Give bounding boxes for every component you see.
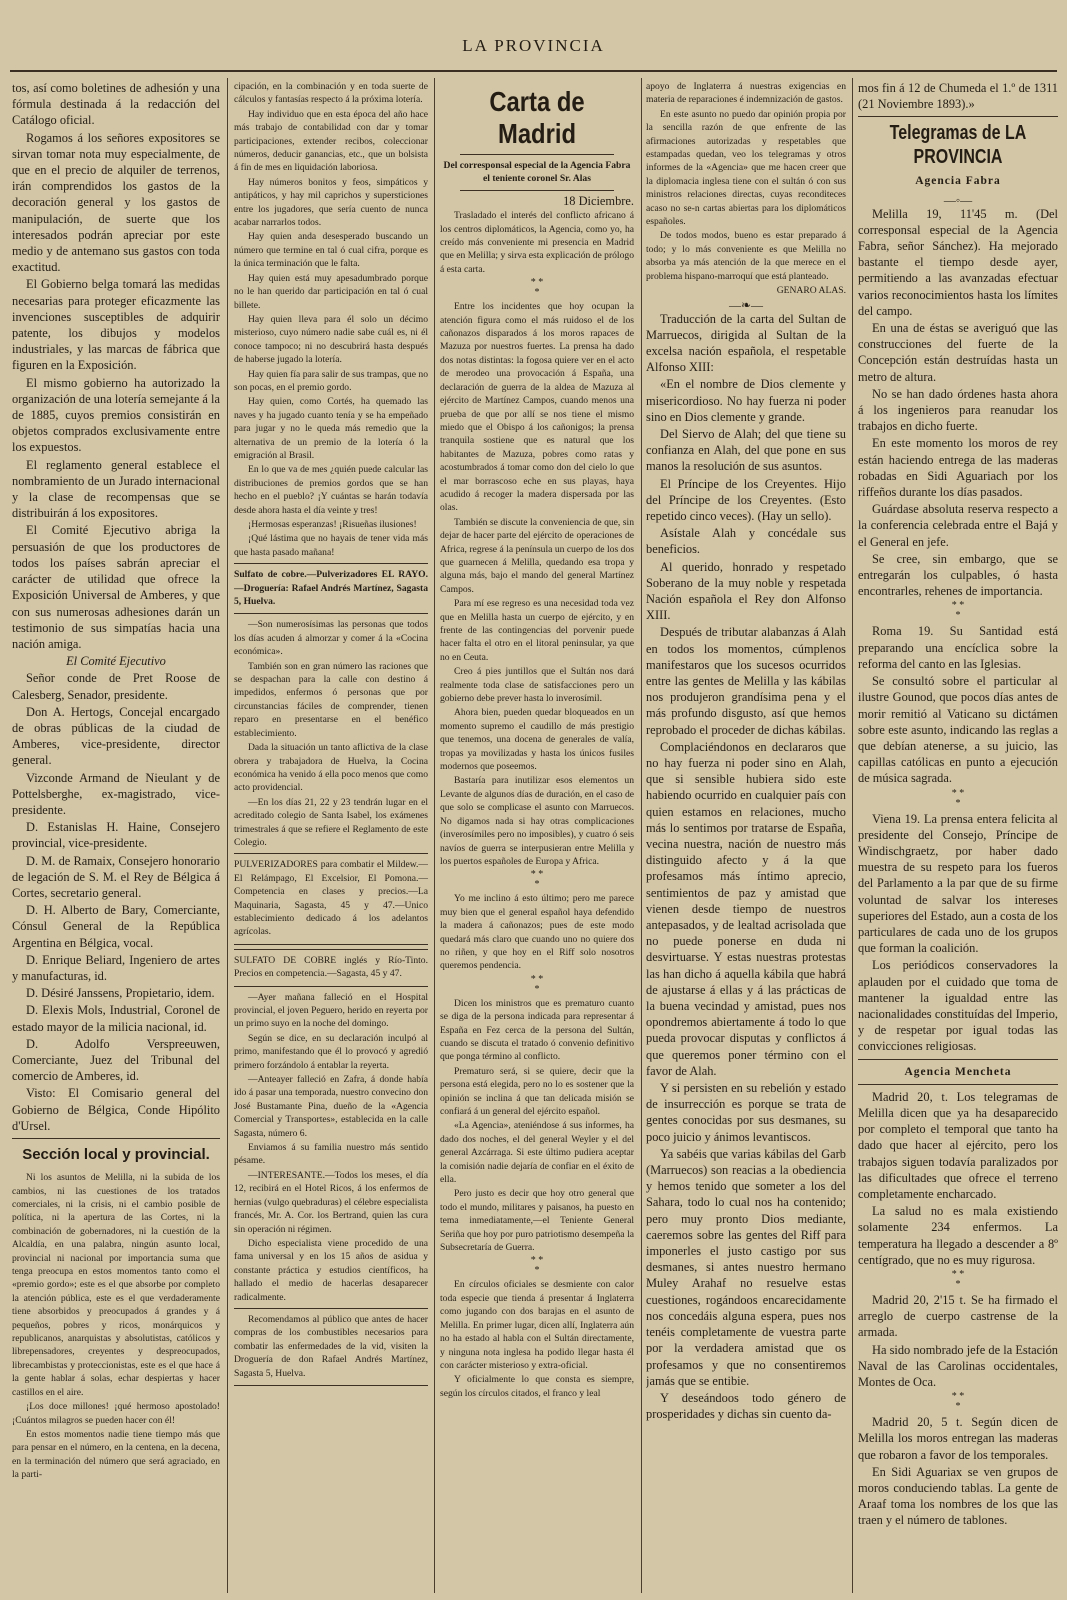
paragraph: Para mí ese regreso es una necesidad toda vez que en Melilla hasta un cuerpo de ejército, y en frente de las contingencias del porvenir puede hacer falta el otro en el litoral peninsular, ya que no en Ceuta. [440,598,634,663]
divider [858,1059,1058,1060]
ad-text: PULVERIZADORES para combatir el Mildew.—El Relámpago, El Excelsior, El Pomona.—Competencia en clases y precios.—La Maquinaria, Sagasta, 45 y 47.—Unico establecimiento dedicado á los adelantos agrícolas. [234,859,428,938]
agency-heading: Agencia Mencheta [904,1065,1012,1078]
column-divider [434,78,435,1593]
column-2 [234,80,428,1592]
paragraph: Hay individuo que en esta época del año hace más trabajo de contabilidad con dar y tomar participaciones, extender recibos, coleccionar números, deducir ganancias, etc., que un bolsista á fin de mes en liquidación laboriosa. [234,108,428,174]
paragraph: Hay quien está muy apesadumbrado porque no le han querido dar participación en tal ó cual billete. [234,272,428,311]
paragraph: Y deseándoos todo género de prosperidades y dichas sin cuento da- [646,1390,846,1422]
paragraph: Y oficialmente lo que consta es siempre, según los círculos citados, el franco y leal [440,1374,634,1399]
paragraph: Rogamos á los señores expositores se sirvan tomar nota muy especialmente, de que en el precio de alquiler de terrenos, irán comprendidos los gastos de la decoración general y los gastos de manipulación, de suerte que los interesados podrán apreciar por este medio y de antemano sus gastos con toda exactitud. [12,130,220,275]
member: D. Enrique Beliard, Ingeniero de artes y manufacturas, id. [12,952,220,983]
ad-text: SULFATO DE COBRE inglés y Río-Tinto. Precios en competencia.—Sagasta, 45 y 47. [234,954,428,980]
paragraph: Pero justo es decir que hoy otro general que todo el mundo, militares y paisanos, ha puesto en tema inmediatamente,—el Teniente General Seriña que hoy por puro patriotismo desempeña la Subsecretaría de Guerra. [440,1188,634,1254]
column-divider [641,78,642,1593]
paragraph: cipación, en la combinación y en toda suerte de cálculos y fantasías respecto á la próxima lotería. [234,81,428,106]
paragraph: En este asunto no puedo dar opinión propia por la sencilla razón de que enfrente de las afirmaciones autorizadas y respetables que estampadas quedan, veo los telegramas y otros informes de la «Agencia» que me hacen creer que la diplomacia inglesa tiene con el sultán ó con sus ministros relaciones directas, cuyas reconditeces acaso no se-n cartas abiertas para los diplomáticos españoles. [646,108,846,228]
paragraph: El Gobierno belga tomará las medidas necesarias para proteger eficazmente las invenciones susceptibles de adquirir patente, los dibujos y modelos industriales, y las marcas de fábrica que figuren en la Exposición. [12,277,220,373]
committee-heading: El Comité Ejecutivo [66,654,166,669]
paragraph: En lo que va de mes ¿quién puede calcular las distribuciones de premios gordos que se han hecho en el pueblo? ¡Y cuántas se harán todavía desde ahora hasta el día veinte y tres! [234,464,428,516]
letter-continuation [646,80,846,298]
telegram: La salud no es mala existiendo solamente 234 enfermos. La temperatura ha llegado a descender a 8º centígrado, que no es muy rigurosa. [858,1204,1058,1267]
paragraph: Trasladado el interés del conflicto africano á los centros diplomáticos, la Agencia, como yo, ha creído más conveniente mi presencia en Madrid que en Melilla; y sirva esta explicación de prólogo á esta carta. [440,210,634,275]
paragraph: El reglamento general establece el nombramiento de un Jurado internacional y la clase de recompensas que se distribuirán á los expositores. [12,457,220,521]
telegram: Viena 19. La prensa entera felicita al presidente del Consejo, Príncipe de Windischgraetz, por haber dado muestra de su respeto para los fueros del Parlamento a la par que de su firme voluntad de salvar los intereses superiores del Estado, aun a costa de los particulares de cada uno de los grupos que forman la coalición. [858,811,1058,956]
member: D. Désiré Janssens, Propietario, idem. [26,986,215,1001]
paragraph: Creo á pies juntillos que el Sultán nos dará realmente toda clase de satisfacciones pero un gobierno debe prever hasta lo inverosímil. [440,666,634,705]
separator-stars: * * * [530,1255,544,1277]
paragraph: Al querido, honrado y respetado Soberano de la muy noble y respetada Nación española el Rey don Alfonso XIII. [646,559,846,623]
divider [12,1138,220,1139]
paragraph: Del Siervo de Alah; del que tiene su confianza en Alah, del que pone en sus manos la resolución de sus asuntos. [646,426,846,474]
advertisement [234,1308,428,1386]
paragraph: Hay números bonitos y feos, simpáticos y antipáticos, y hay mil caprichos y supersticiones entre los jugadores, que sería cuento de nunca acabar narrarlos todos. [234,176,428,229]
paragraph: Asístale Alah y concédale sus beneficios. [646,526,846,557]
paragraph: «La Agencia», ateniéndose á sus informes, ha dado dos noches, el del general Weyler y el del general Azcárraga. Si este último pudiera aceptar la comisión nadie dejaría de confiar en el éxito de ella. [440,1120,634,1186]
divider [460,154,614,155]
divider [858,116,1058,117]
separator-stars: * * * [951,600,965,622]
paragraph: También se discute la conveniencia de que, sin dejar de hacer parte del ejército de operaciones de Africa, regrese á la península un cuerpo de los dos que guarnecen á Melilla, quedando esa tropa y alguna más, bajo el mando del general Martínez Campos. [440,516,634,595]
telegram: Se cree, sin embargo, que se entregarán los culpables, ó hasta encontrarles, rehenes de importancia. [858,551,1058,599]
column-5 [858,80,1058,1592]
paragraph: En estos momentos nadie tiene tiempo más que para pensar en el número, en la centena, en la decena, en la terminación del número que será agraciado, en la parti- [12,1428,220,1481]
column-1 [12,80,220,1592]
newspaper-title: LA PROVINCIA [462,36,605,55]
paragraph: Dicen los ministros que es prematuro cuanto se diga de la persona indicada para representar á España en Fez cerca de la persona del Sultán, cuando se discuta el tratado ó convenio definitivo que ponga término al conflicto. [440,997,634,1063]
news-item: También son en gran número las raciones que se despachan para la calle con destino á impedidos, enfermos ó personas que por circunstancias fáciles de comprender, tienen reparo en presentarse en el benéfico establecimiento. [234,660,428,739]
paragraph: mos fin á 12 de Chumeda el 1.º de 1311 (21 Noviembre 1893).» [858,81,1058,112]
agency-heading: Agencia Fabra [915,175,1001,188]
paragraph: tos, así como boletines de adhesión y una fórmula destinada á la redacción del Catálogo oficial. [12,81,220,128]
article-subtitle: Del corresponsal especial de la Agencia Fabra el teniente coronel Sr. Alas [443,160,631,185]
telegram: En una de éstas se averiguó que las construcciones del fuerte de la Concepción están destruídas hasta un metro de altura. [858,321,1058,384]
paragraph: Después de tributar alabanzas á Alah en todos los momentos, cúmplenos manifestaros que los sucesos ocurridos entre las gentes de Melilla y las kábilas nos produjeron grandísima pena y el más profundo disgusto, así que hemos reprobado el proceder de dichas kábilas. [646,625,846,737]
paragraph: Ahora bien, pueden quedar bloqueados en un momento supremo el caudillo de más prestigio que tenemos, una docena de generales de valía, tropas ya movilizadas y hasta los únicos fusiles modernos que poseemos. [440,707,634,773]
ad-text: Sulfato de cobre.—Pulverizadores EL RAYO.—Droguería: Rafael Andrés Martínez, Sagasta 5, Huelva. [234,569,428,608]
news-item: Enviamos á su familia nuestro más sentido pésame. [234,1142,428,1167]
paragraph: Bastaría para inutilizar esos elementos un Levante de algunos días de duración, en el caso de que solo se complicase el asunto con Marruecos. No digamos nada si hay otras complicaciones (inverosímiles pero no imposibles), y cuatro ó seis navíos de guerra se interpusieran entre Melilla y los puertos españoles de Europa y Africa. [440,775,634,867]
divider [460,190,614,191]
paragraph: El mismo gobierno ha autorizado la organización de una lotería semejante á la de 1885, cuyos premios consistirán en objetos comprados exclusivamente entre los expuestos. [12,375,220,455]
member: D. Adolfo Verspreeuwen, Comerciante, Juez del Tribunal del comercio de Amberes, id. [12,1036,220,1084]
article-date: 18 Diciembre. [563,193,634,208]
paragraph: Yo me inclino á esto último; pero me parece muy bien que el general español haya defendido la madera á cañonazos; pues de este modo quedará más claro que cuando uno no quiere dos no riñen, y que hoy en el Riff solo nosotros queremos pendencia. [440,893,634,972]
telegram: Madrid 20, 2'15 t. Se ha firmado el arreglo de cuerpo castrense de la armada. [858,1293,1058,1340]
paragraph: «En el nombre de Dios clemente y misericordioso. No hay fuerza ni poder sino en Dios clemente y grande. [646,377,846,424]
paragraph: Hay quien anda desesperado buscando un número que termine en tal ó cual cifra, porque es la única terminación que le falta. [234,231,428,270]
member: Visto: El Comisario general del Gobierno de Bélgica, Conde Hipólito d'Ursel. [12,1086,220,1133]
ad-text: Recomendamos al público que antes de hacer compras de los combustibles necesarios para combatir las enfermedades de la vid, visiten la Droguería de don Rafael Andrés Martínez, Sagasta 5, Huelva. [234,1313,428,1379]
member: Señor conde de Pret Roose de Calesberg, Senador, presidente. [12,671,220,702]
news-item: —En los días 21, 22 y 23 tendrán lugar en el acreditado colegio de Santa Isabel, los exámenes trimestrales á que se refiere el Reglamento de este Colegio. [234,796,428,848]
paragraph: El Comité Ejecutivo abriga la persuasión de que los productores de todos los países sabrán apreciar el carácter de utilidad que ofrece la Exposición Universal de Amberes, y que con sus numerosas adhesiones darán un testimonio de sus simpatías hacia una nación amiga. [12,523,220,651]
telegram: Se consultó sobre el particular al ilustre Gounod, que pocos días antes de morir remitió al Vaticano su dictámen sobre este asunto, indicando las reglas a que debían atenerse, a su juicio, las capillas católicas en punto a ejecución de música sagrada. [858,674,1058,786]
telegram: Melilla 19, 11'45 m. (Del corresponsal especial de la Agencia Fabra, señor Sánchez). Ha mejorado bastante el tiempo desde ayer, permitiendo a las avanzadas efectuar varios reconocimientos hasta los límites del campo. [858,206,1058,318]
separator-stars: * * * [530,973,544,995]
letter-heading: Traducción de la carta del Sultan de Marruecos, dirigida al Sultan de la excelsa nación española, el respetable Alfonso XIII: [646,311,846,375]
news-item: —Son numerosísimas las personas que todos los días acuden á almorzar y comer á la «Cocina económica». [234,619,428,658]
telegram: No se han dado órdenes hasta ahora á los ingenieros para reanudar los trabajos en dicho fuerte. [858,386,1058,434]
paragraph: El Príncipe de los Creyentes. Hijo del Príncipe de los Creyentes. (Esto repetido cinco veces). (Hay un sello). [646,476,846,523]
telegram: Ha sido nombrado jefe de la Estación Naval de las Carolinas occidentales, Montes de Oca. [858,1342,1058,1390]
separator-stars: * * * [951,787,965,809]
separator-stars: * * * [530,869,544,891]
news-item: —INTERESANTE.—Todos los meses, el día 12, recibirá en el Hotel Ricos, á los enfermos de hernias (vulgo quebraduras) el célebre especialista francés, Mr. A. Cor. los Bertrand, quien las cura sin operación ni régimen. [234,1169,428,1235]
member: D. H. Alberto de Bary, Comerciante, Cónsul General de la República Argentina en Bélgica, vocal. [12,903,220,950]
ornament-divider: —❧— [728,297,764,312]
separator-stars: * * * [951,1269,965,1290]
advertisement [234,949,428,987]
paragraph: Ni los asuntos de Melilla, ni la subida de los cambios, ni las cuestiones de los tratados comerciales, ni la crisis, ni el cambio posible de política, ni la apertura de las Cortes, ni la combinación de gobernadores, ni la cuestión de la Alcaldía, en una palabra, ningún asunto local, provincial ni nacional por importancia suma que tenga preocupa en estos momentos tanto como el «premio gordo»; este es el que absorbe por completo la atención pública, este es el que verdaderamente tiene absorbidos y preocupados á grandes y á pequeños, pobres y ricos, monárquicos y republicanos, anarquistas y absolutistas, católicos y librepensadores, creyentes y despreocupados, librecambistas y proteccionistas, este es el que hace á la gente hablar á solas, echar despiertas y hacer castillos en el aire. [12,1172,220,1398]
telegram: Madrid 20, 5 t. Según dicen de Melilla los moros entregan las maderas que robaron a favor de los temporales. [858,1415,1058,1462]
committee-members [12,670,220,1134]
column-divider [852,78,853,1593]
paragraph: Hay quien, como Cortés, ha quemado las naves y ha jugado cuanto tenía y se ha empeñado para jugar y no le queda más remedio que la alternativa de un premio de la lotería ó la emigración al Brasil. [234,396,428,461]
divider [858,1084,1058,1085]
paragraph: De todos modos, bueno es estar preparado á todo; y lo más conveniente es que Melilla no absorba ya más atención de la que merece en el problema hispano-marroquí que está planteado. [646,230,846,282]
separator-stars: * * * [530,277,544,299]
member: D. Estanislas H. Haine, Consejero provincial, vice-presidente. [12,820,220,851]
news-item: Según se dice, en su declaración inculpó al primo, manifestando que él lo provocó y agredió primero forzándolo á entablar la reyerta. [234,1032,428,1071]
news-item: Dicho especialista viene procedido de una fama universal y en los 15 años de asidua y constante práctica y estudios científicos, ha hallado el medio de hacerlas desaparecer radicalmente. [234,1237,428,1303]
paragraph: apoyo de Inglaterra á nuestras exigencias en materia de reparaciones é indemnización de gastos. [646,81,846,106]
member: D. M. de Ramaix, Consejero honorario de legación de S. M. el Rey de Bélgica á Cortes, secretario general. [12,853,220,900]
exposition-text [12,80,220,652]
telegram: Roma 19. Su Santidad está preparando una encíclica sobre la reforma del canto en las Iglesias. [858,624,1058,671]
telegram: Madrid 20, t. Los telegramas de Melilla dicen que ya ha desaparecido por completo el temporal que tanto ha dado que hacer al ejército, pero los trabajos siguen todavía paralizados por las dificultades que ofrece el terreno completamente encharcado. [858,1089,1058,1201]
member: D. Elexis Mols, Industrial, Coronel de estado mayor de la milicia nacional, id. [12,1003,220,1034]
signature: GENARO ALAS. [776,285,846,297]
paragraph: En círculos oficiales se desmiente con calor toda especie que tienda á presentar á Inglaterra como jugando con dos barajas en el asunto de Melilla. En primer lugar, dicen allí, Inglaterra aún no ha estado al habla con el Sultán directamente, y ninguna nota inglesa ha podido llegar hasta él con carácter misterioso y extra-oficial. [440,1279,634,1371]
separator-stars: * * * [951,1391,965,1413]
news-item: —Ayer mañana falleció en el Hospital provincial, el joven Peguero, herido en reyerta por un primo suyo en la noche del domingo. [234,991,428,1030]
column-divider [227,78,228,1593]
member: Don A. Hertogs, Concejal encargado de obras públicas de la ciudad de Amberes, vice-presidente, director general. [12,704,220,768]
article-title: Carta de Madrid [489,86,585,149]
paragraph: Complaciéndonos en declararos que no hay fuerza ni poder sino en Alah, que si sensible hubiera sido este habiendo ocurrido en cualquier país con quien estamos en relaciones, mucho más lo sentimos por tratarse de España, vecina nuestra, nación de nuestro más distinguido afecto y á la que profesamos más íntimo aprecio, sentimientos de paz y amistad que vienen desde tiempo de nuestros antepasados, y de lealtad acrisolada que no puede ponerse en duda ni desvirtuarse. Y estas nuestras protestas las han dicho á aquella kábila que habrá de ajustarse á ellas y á las prácticas de la buena vecindad y amistad, pues nos opondremos abiertamente á todo lo que pueda provocar disputas y conflictos á que queremos poner término con el favor de Alah. [646,739,846,1078]
member: Vizconde Armand de Nieulant y de Pottelsberghe, ex-magistrado, vice-presidente. [12,770,220,817]
paragraph: Hay quien fía para salir de sus trampas, que no son pocas, en el premio gordo. [234,368,428,393]
paragraph: Prematuro será, si se quiere, decir que la persona está elegida, pero no lo es sostener que la opinión se inclina á que tan delicada misión se confiará á un general del ejército español. [440,1065,634,1117]
masthead [0,0,1067,72]
telegram: Los periódicos conservadores la aplauden por el cuidado que toma de mantener la igualdad entre las nacionalidades constituídas del Imperio, y de respetar por igual todas las convicciones religiosas. [858,958,1058,1054]
telegram: En Sidi Aguariax se ven grupos de moros conduciendo tablas. La gente de Araaf toma los nombres de los que las traen y el número de tablones. [858,1464,1058,1528]
advertisement [234,853,428,944]
paragraph: Y si persisten en su rebelión y estado de insurrección es porque se trata de gentes conocidas por sus desmanes, su poco juicio y ánimos levantiscos. [646,1081,846,1144]
paragraph: ¡Hermosas esperanzas! ¡Risueñas ilusiones! [248,519,417,530]
telegram: Guárdase absoluta reserva respecto a la conferencia celebrada entre el Bajá y el General en jefe. [858,502,1058,549]
ornament-divider: —◦— [943,192,973,207]
column-3 [440,80,634,1592]
masthead-rule [10,70,1057,72]
telegrams-title: Telegramas de LA PROVINCIA [889,122,1027,169]
paragraph: Ya sabéis que varias kábilas del Garb (Marruecos) son reacias a la obediencia y hemos tenido que someter a los del Sahara, todo lo cual nos ha contenido; pero muy pronto Dios mediante, caeremos sobre las gentes del Riff para imponerles el justo castigo por sus desmanes, si antes nuestro hermano Muley Arahaf no resuelve estas cuestiones, rogándoos encarecidamente nos concedáis alguna espera, pues nos tenéis completamente de vuestra parte por la verdadera amistad que os profesamos y que no consentiremos jamás que se entibie. [646,1146,846,1388]
paragraph: ¡Los doce millones! ¡qué hermoso apostolado! ¡Cuántos milagros se pueden hacer con él! [12,1401,220,1426]
telegram: En este momento los moros de rey están haciendo entrega de las maderas robadas en Sidi Aguariach por los riffeños durante los días pasados. [858,436,1058,500]
news-item: Dada la situación un tanto aflictiva de la clase obrera y trabajadora de Huelva, la Cocina económica ha venido á ella poco menos que como acto providencial. [234,742,428,794]
news-item: —Anteayer falleció en Zafra, á donde había ido á pasar una temporada, nuestro convecino don José Bustamante Pina, dueño de la «Agencia Comercial y Transportes», establecida en la calle Sagasta, número 6. [234,1074,428,1139]
paragraph: Entre los incidentes que hoy ocupan la atención figura como el más ruidoso el de los cañonazos disparados á los moros rapaces de Mazuza por nuestros fuertes. La prensa ha dado dos notas distintas: la fogosa quiere ver en el acto de merodeo una provocación á España, una declaración de guerra de la aldea de Mazuza al ejército de Martínez Campos, cuando menos una prueba de que por allí se nos tiene el mismo miedo que el Obispo á los cañonigos; la prensa tranquila sostiene que es natural que los habitantes de Mazuza, pobres como ratas y acostumbrados á tomar como don del cielo lo que el mar borrascoso eche en sus playas, haya acudido á recoger la madera dispersada por las olas. [440,301,634,514]
section-title: Sección local y provincial. [22,1146,210,1163]
advertisement [234,563,428,614]
local-section [12,1171,220,1481]
paragraph: ¡Qué lástima que no hayais de tener vida más que hasta pasado mañana! [234,533,428,558]
paragraph: Hay quien lleva para él solo un décimo misterioso, cuyo número nadie sabe cuál es, ni él conoce tampoco; ni no descubrirá hasta después de haberse jugado la lotería. [234,313,428,366]
column-4 [646,80,846,1592]
